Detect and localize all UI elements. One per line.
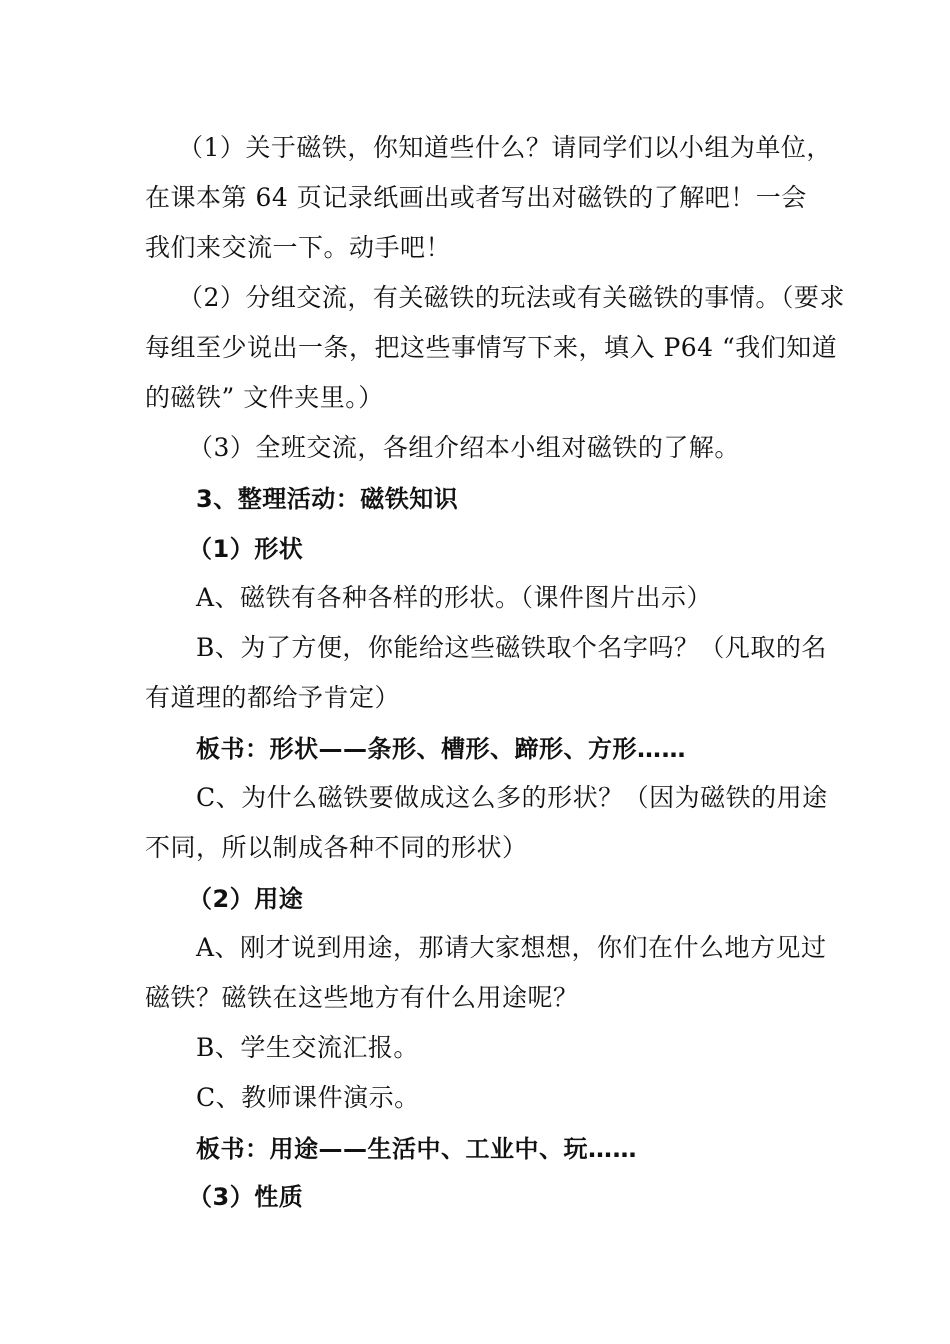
- subheading-property: （3）性质: [188, 1183, 304, 1211]
- paragraph-2-line-3: 的磁铁” 文件夹里。）: [145, 383, 384, 412]
- paragraph-2-line-1: （2）分组交流，有关磁铁的玩法或有关磁铁的事情。（要求: [178, 283, 845, 312]
- paragraph-2-line-2: 每组至少说出一条，把这些事情写下来，填入 P64 “我们知道: [145, 333, 838, 362]
- item-a-use-line-1: A、刚才说到用途，那请大家想想，你们在什么地方见过: [196, 933, 827, 962]
- item-a-use-line-2: 磁铁？磁铁在这些地方有什么用途呢？: [145, 983, 579, 1012]
- paragraph-1-line-2: 在课本第 64 页记录纸画出或者写出对磁铁的了解吧！一会: [145, 183, 807, 212]
- item-c-shape-line-2: 不同，所以制成各种不同的形状）: [145, 833, 528, 862]
- item-b-use: B、学生交流汇报。: [196, 1033, 419, 1062]
- paragraph-1-line-3: 我们来交流一下。动手吧！: [145, 233, 452, 262]
- paragraph-3: （3）全班交流，各组介绍本小组对磁铁的了解。: [188, 433, 740, 462]
- item-c-use: C、教师课件演示。: [196, 1083, 420, 1112]
- subheading-use: （2）用途: [188, 885, 304, 913]
- section-heading: 3、整理活动：磁铁知识: [196, 485, 459, 513]
- subheading-shape: （1）形状: [188, 535, 304, 563]
- blackboard-shape: 板书：形状——条形、槽形、蹄形、方形……: [196, 735, 686, 763]
- item-b-shape-line-2: 有道理的都给予肯定）: [145, 683, 401, 712]
- item-a-shape: A、磁铁有各种各样的形状。（课件图片出示）: [196, 583, 713, 612]
- paragraph-1-line-1: （1）关于磁铁，你知道些什么？请同学们以小组为单位，: [178, 133, 832, 162]
- item-c-shape-line-1: C、为什么磁铁要做成这么多的形状？（因为磁铁的用途: [196, 783, 828, 812]
- item-b-shape-line-1: B、为了方便，你能给这些磁铁取个名字吗？（凡取的名: [196, 633, 827, 662]
- blackboard-use: 板书：用途——生活中、工业中、玩……: [196, 1135, 637, 1163]
